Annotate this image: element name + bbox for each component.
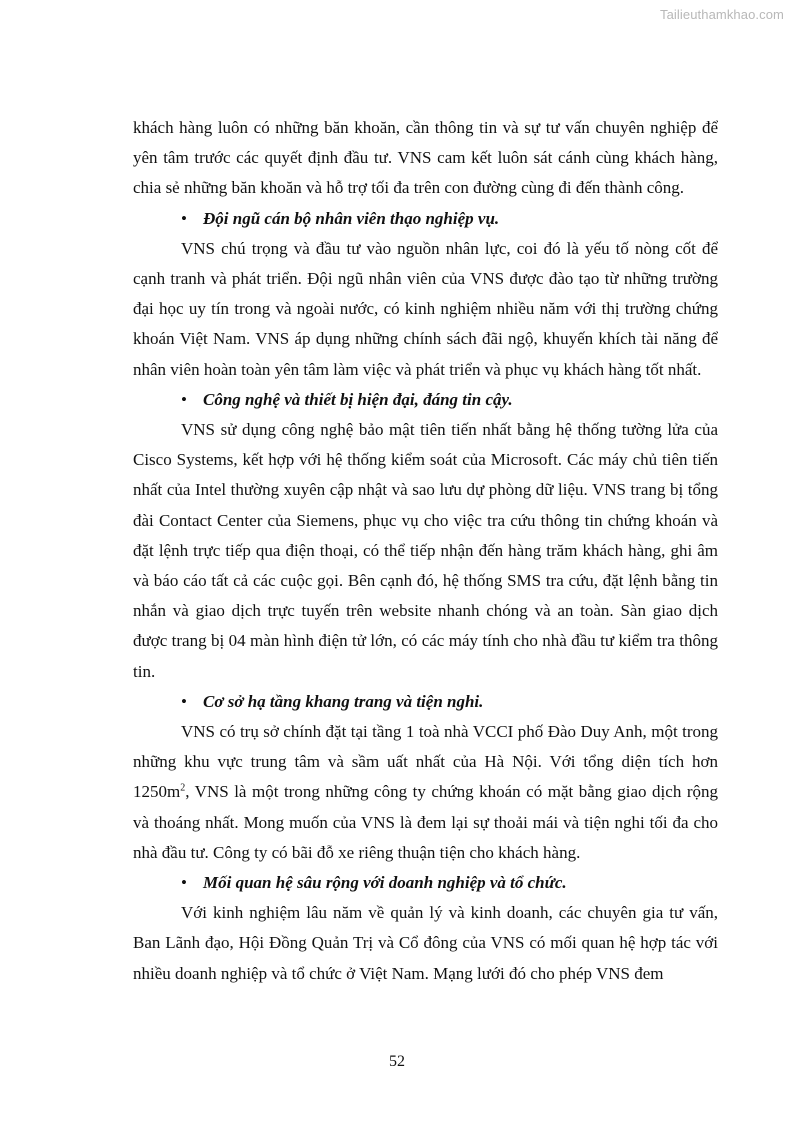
superscript: 2 bbox=[180, 782, 186, 794]
bullet-dot-icon: • bbox=[181, 691, 187, 711]
paragraph-infrastructure bbox=[133, 717, 718, 868]
bullet-relations bbox=[133, 868, 718, 898]
watermark: Tailieuthamkhao.com bbox=[659, 7, 784, 22]
bullet-staff bbox=[133, 204, 718, 234]
bullet-dot-icon: • bbox=[181, 873, 187, 893]
bullet-heading: Đội ngũ cán bộ nhân viên thạo nghiệp vụ. bbox=[203, 208, 500, 228]
bullet-heading: Mối quan hệ sâu rộng với doanh nghiệp và tổ chức. bbox=[203, 873, 567, 893]
bullet-dot-icon: • bbox=[181, 208, 187, 228]
page-number: 52 bbox=[389, 1053, 405, 1070]
text-segment: VNS có trụ sở chính đặt tại tầng 1 toà nhà VCCI phố Đào Duy Anh, một trong những khu vực trung tâm và sầm uất nhất của Hà Nội. Với tổng diện tích hơn 1250m bbox=[133, 722, 718, 802]
text-segment: , VNS là một trong những công ty chứng khoán có mặt bằng giao dịch rộng và thoáng nhất. Mong muốn của VNS là đem lại sự thoải mái và tiện nghi tối đa cho nhà đầu tư. Công ty có bãi đỗ xe riêng thuận tiện cho khách hàng. bbox=[133, 782, 718, 862]
paragraph-technology: VNS sử dụng công nghệ bảo mật tiên tiến nhất bằng hệ thống tường lửa của Cisco Systems, kết hợp với hệ thống kiểm soát của Microsoft. Các máy chủ tiên tiến nhất của Intel thường xuyên cập nhật và sao lưu dự phòng dữ liệu. VNS trang bị tổng đài Contact Center của Siemens, phục vụ cho việc tra cứu thông tin chứng khoán và đặt lệnh trực tiếp qua điện thoại, có thể tiếp nhận đến hàng trăm khách hàng, ghi âm và báo cáo tất cả các cuộc gọi. Bên cạnh đó, hệ thống SMS tra cứu, đặt lệnh bằng tin nhắn và giao dịch trực tuyến trên website nhanh chóng và an toàn. Sàn giao dịch được trang bị 04 màn hình điện tử lớn, có các máy tính cho nhà đầu tư kiểm tra thông tin. bbox=[133, 420, 718, 681]
paragraph-intro: khách hàng luôn có những băn khoăn, cần thông tin và sự tư vấn chuyên nghiệp để yên tâm trước các quyết định đầu tư. VNS cam kết luôn sát cánh cùng khách hàng, chia sẻ những băn khoăn và hỗ trợ tối đa trên con đường cùng đi đến thành công. bbox=[133, 118, 718, 198]
page-body bbox=[133, 113, 718, 989]
bullet-heading: Cơ sở hạ tầng khang trang và tiện nghi. bbox=[203, 691, 484, 711]
bullet-technology bbox=[133, 385, 718, 415]
paragraph-relations: Với kinh nghiệm lâu năm về quản lý và kinh doanh, các chuyên gia tư vấn, Ban Lãnh đạo, Hội Đồng Quản Trị và Cổ đông của VNS có mối quan hệ hợp tác với nhiều doanh nghiệp và tổ chức ở Việt Nam. Mạng lưới đó cho phép VNS đem bbox=[133, 903, 718, 983]
bullet-infrastructure bbox=[133, 687, 718, 717]
paragraph-staff: VNS chú trọng và đầu tư vào nguồn nhân lực, coi đó là yếu tố nòng cốt để cạnh tranh và phát triển. Đội ngũ nhân viên của VNS được đào tạo từ những trường đại học uy tín trong và ngoài nước, có kinh nghiệm nhiều năm với thị trường chứng khoán Việt Nam. VNS áp dụng những chính sách đãi ngộ, khuyến khích tài năng để nhân viên hoàn toàn yên tâm làm việc và phát triển và phục vụ khách hàng tốt nhất. bbox=[133, 238, 718, 379]
bullet-dot-icon: • bbox=[181, 389, 187, 409]
bullet-heading: Công nghệ và thiết bị hiện đại, đáng tin cậy. bbox=[203, 389, 513, 409]
